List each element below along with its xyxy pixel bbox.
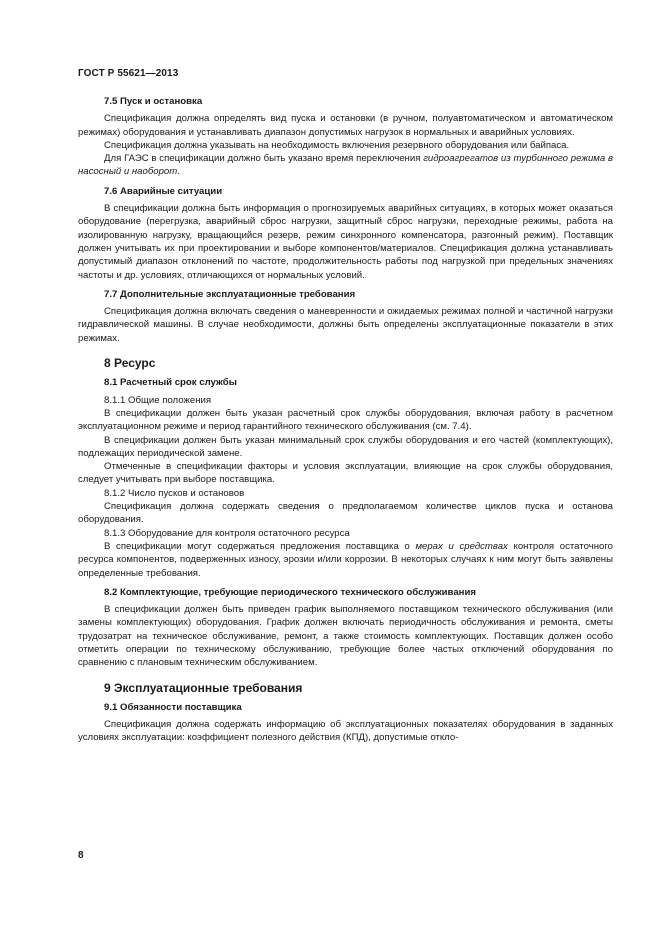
paragraph: Спецификация должна содержать сведения о предполагаемом количестве циклов пуска и останова оборудования.	[78, 501, 613, 526]
italic-text: гидроагрегатов из турбинного режима в насосный и наоборот	[78, 153, 613, 178]
subsection-8-1-1: 8.1.1 Общие положения	[104, 394, 212, 406]
paragraph: В спецификации должен быть указан расчетный срок службы оборудования, включая работу в расчетном эксплуатационном режиме и период гарантийного технического обслуживания (см. 7.4).	[78, 407, 613, 433]
document-body	[78, 92, 613, 745]
section-9-title: 9 Эксплуатационные требования	[104, 680, 303, 695]
paragraph: В спецификации должен быть приведен график выполняемого поставщиком технического обслуживания (или замены комплектующих) оборудования. График должен включать периодичность обслуживания и ремонта, сметы трудозатрат на техническое обслуживание, ремонт, а также стоимость комплектующих. Поставщик должен особо отметить операции по техническому обслуживанию, требующие более частых отключений оборудования по сравнению с плановым техническим обслуживанием.	[78, 604, 613, 669]
text-run: В спецификации могут содержаться предложения поставщика о	[104, 540, 416, 552]
italic-text: мерах и средствах	[415, 540, 508, 552]
standard-header: ГОСТ Р 55621—2013	[78, 68, 179, 79]
section-7-6-title: 7.6 Аварийные ситуации	[104, 185, 223, 197]
section-7-7-title: 7.7 Дополнительные эксплуатационные требования	[104, 288, 356, 300]
paragraph: В спецификации должна быть информация о прогнозируемых аварийных ситуациях, в которых может оказаться оборудование (перегрузка, аварийный сброс нагрузки, защитный сброс нагрузки, переходные режимы, работа на изолированную нагрузку, вращающийся резерв, режим синхронного компенсатора, разгонный режим). Поставщик должен учитывать их при проектировании и выборе компонентов/материалов. Спецификация должна устанавливать допустимый диапазон отклонений по частоте, продолжительность работы под нагрузкой при предельных значениях частоты и др. условиях, отличающихся от нормальных условий.	[78, 203, 613, 281]
section-7-5-title: 7.5 Пуск и остановка	[104, 96, 203, 107]
text-run: Для ГАЭС в спецификации должно быть указано время переключения	[104, 153, 424, 165]
subsection-8-1-3: 8.1.3 Оборудование для контроля остаточного ресурса	[104, 527, 350, 539]
text-run: .	[177, 166, 180, 178]
paragraph	[78, 540, 613, 580]
section-9-1-title: 9.1 Обязанности поставщика	[104, 701, 242, 713]
section-8-title: 8 Ресурс	[104, 356, 156, 371]
paragraph: В спецификации должен быть указан минимальный срок службы оборудования и его частей (комплектующих), подлежащих периодической замене.	[78, 434, 613, 459]
section-8-1-title: 8.1 Расчетный срок службы	[104, 377, 237, 389]
section-8-2-title: 8.2 Комплектующие, требующие периодического технического обслуживания	[104, 586, 476, 598]
paragraph: Отмеченные в спецификации факторы и условия эксплуатации, влияющие на срок службы оборудования, следует учитывать при выборе поставщика.	[78, 461, 613, 486]
paragraph: Спецификация должна содержать информацию об эксплуатационных показателях оборудования в заданных условиях эксплуатации: коэффициент полезного действия (КПД), допустимые откло-	[78, 719, 613, 744]
paragraph: Спецификация должна указывать на необходимость включения резервного оборудования или байпаса.	[104, 139, 570, 151]
paragraph: Спецификация должна определять вид пуска и остановки (в ручном, полуавтоматическом и автоматическом режимах) оборудования и устанавливать диапазон допустимых нагрузок в нормальных и аварийных условиях.	[78, 113, 613, 138]
subsection-8-1-2: 8.1.2 Число пусков и остановов	[104, 487, 245, 499]
page-number: 8	[78, 850, 84, 861]
text-run: контроля остаточного ресурса компонентов, подверженных износу, эрозии и/или коррозии. В некоторых случаях к ним могут быть заявлены определенные требования.	[78, 540, 613, 579]
paragraph: Спецификация должна включать сведения о маневренности и ожидаемых режимах полной и частичной нагрузки гидравлической машины. В случае необходимости, должны быть определены эксплуатационные показатели в этих режимах.	[78, 306, 613, 344]
paragraph	[78, 152, 613, 179]
